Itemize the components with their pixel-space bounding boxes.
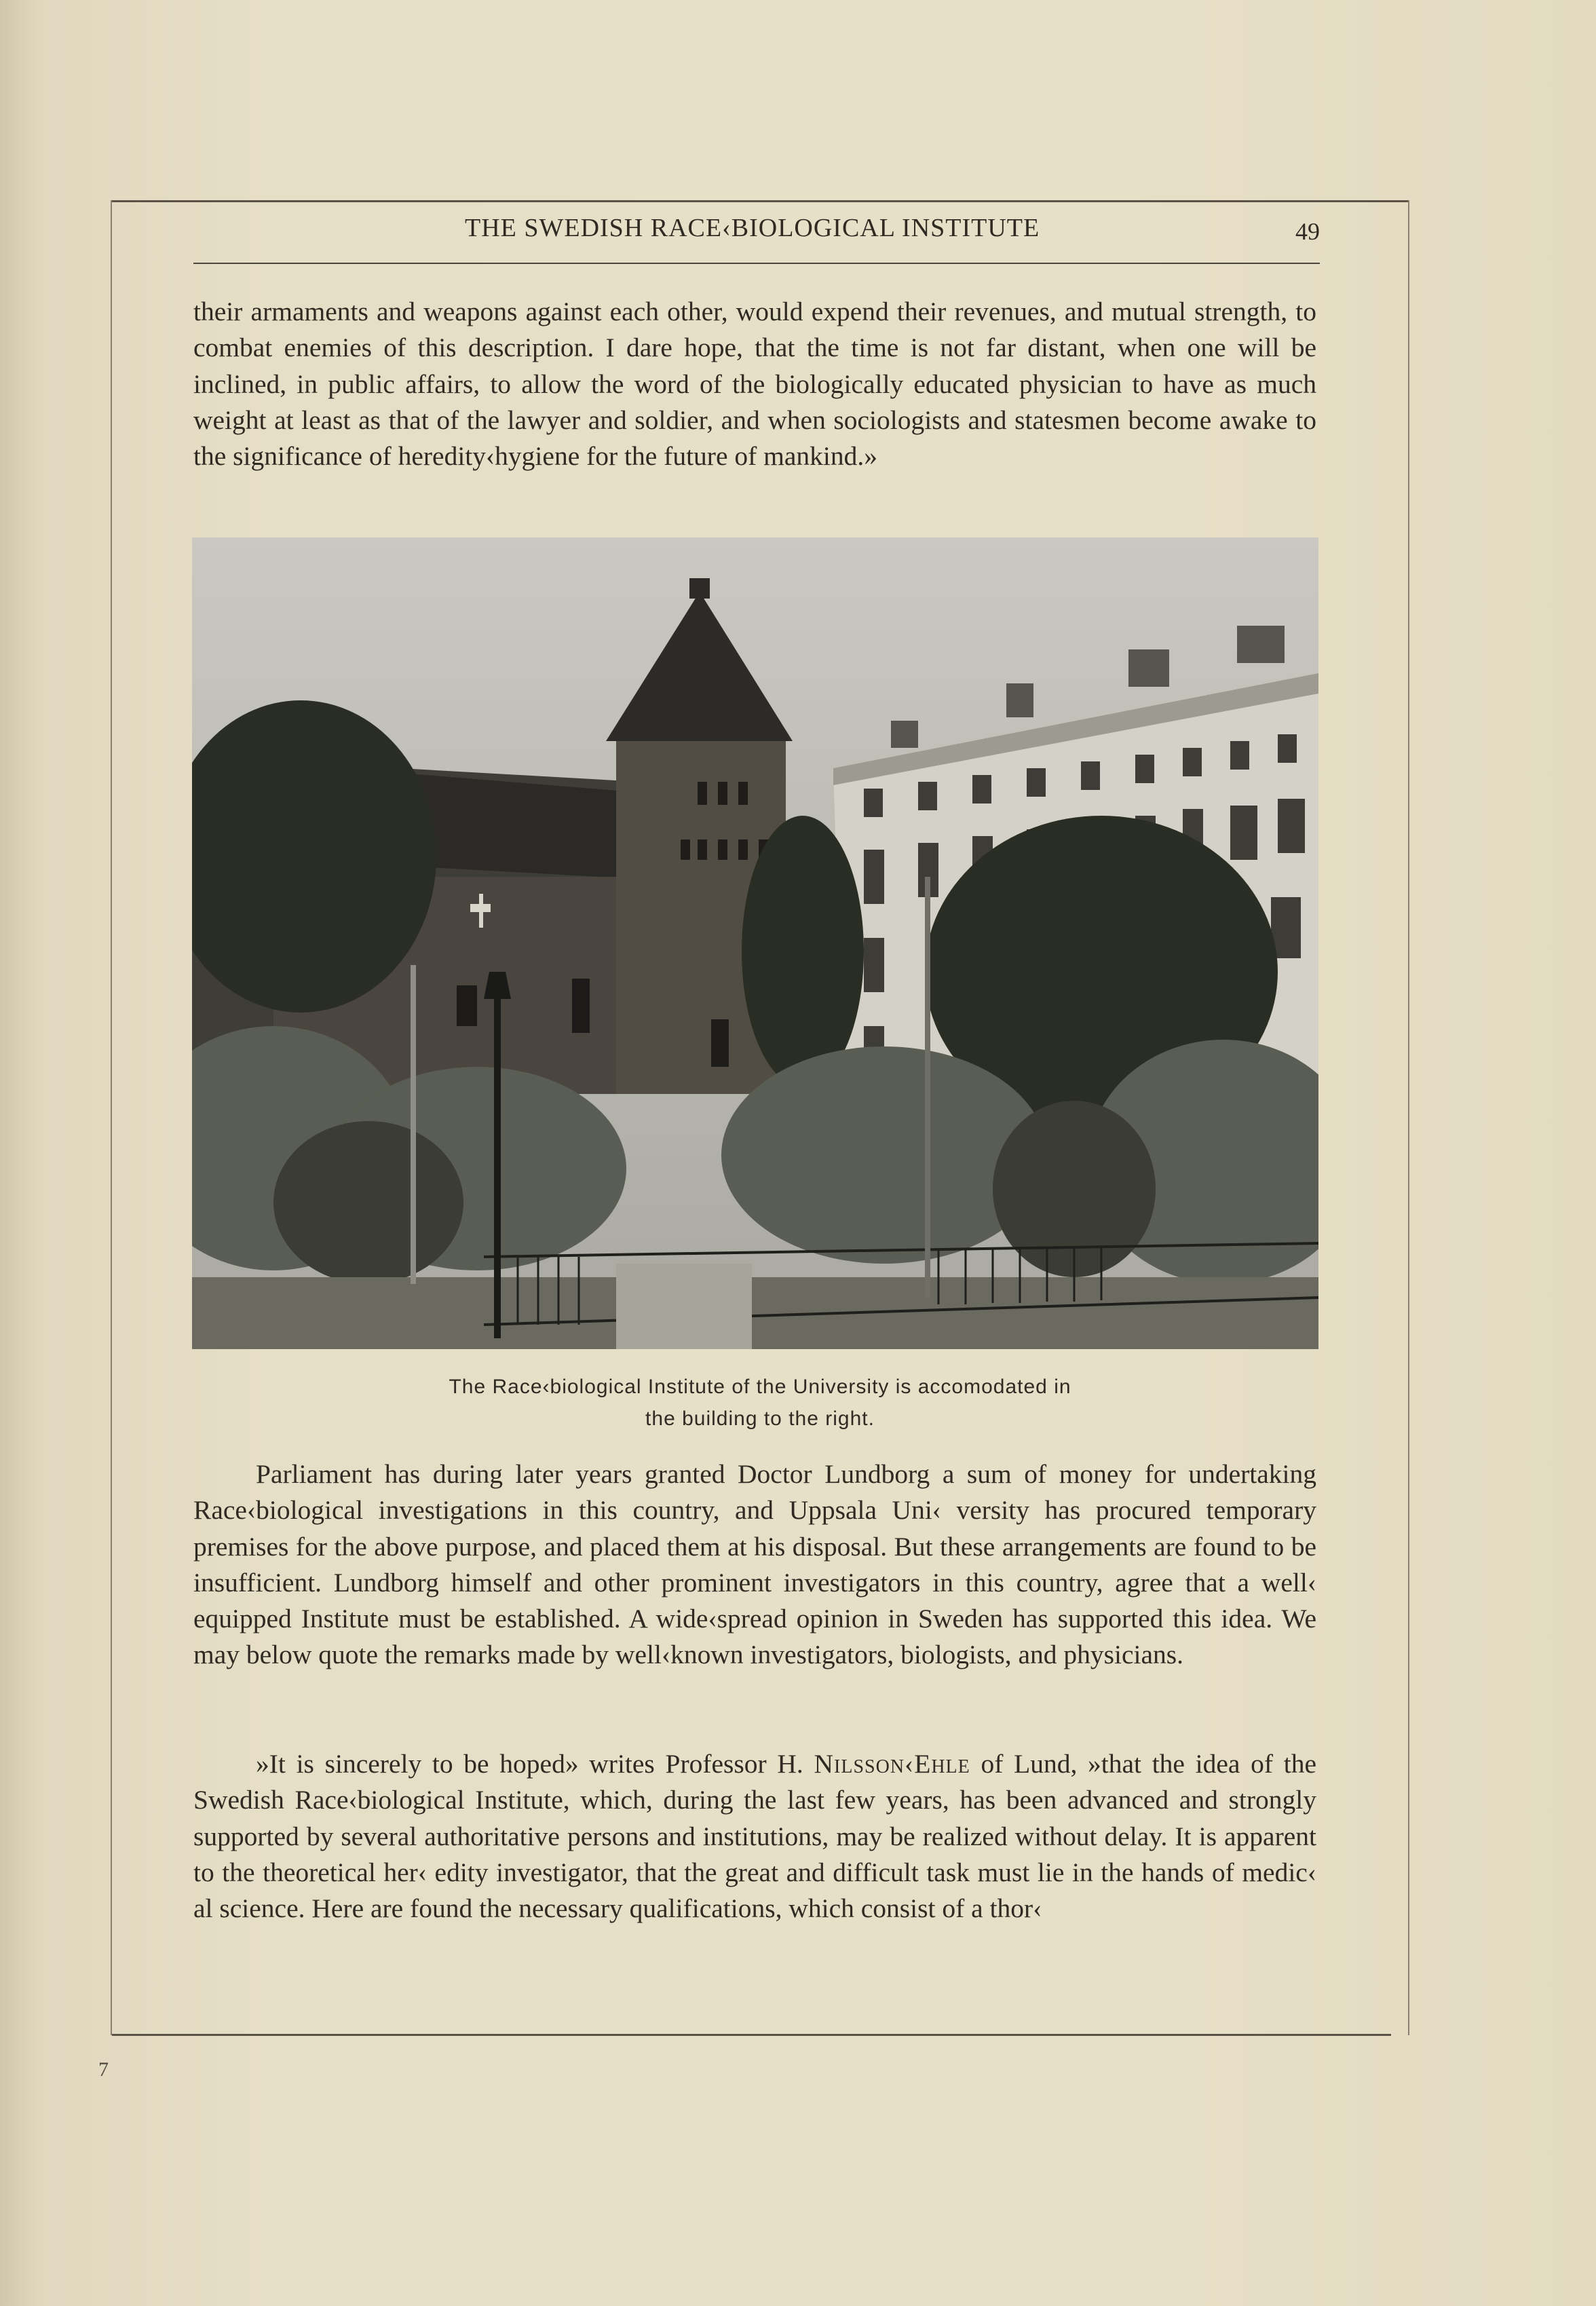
frame-top-rule xyxy=(112,200,1409,202)
figure-caption-line-2: the building to the right. xyxy=(645,1407,875,1430)
paragraph-2: Parliament has during later years granted Doctor Lundborg a sum of money for undertaking Race‹biological investigations in this country, and Uppsala Uni‹ versity has procured temporary premises for the above purpose, and placed them at his disposal. But these arrangements are found to be insufficient. Lundborg himself and other prominent investigators in this country, agree that a well‹ equipped Institute must be established. A wide‹spread opinion in Sweden has supported this idea. We may below quote the remarks made by well‹known investigators, biologists, and physicians. xyxy=(193,1459,1316,1670)
frame-bottom-rule xyxy=(112,2034,1391,2036)
paragraph-1: their armaments and weapons against each other, would expend their revenues, and mutual strength, to combat enemies of this description. I dare hope, that the time is not far distant, when one will be inclined, in public affairs, to allow the word of the biologically educated physician to have as much weight at least as that of the lawyer and soldier, and when sociologists and statesmen become awake to the significance of heredity‹hygiene for the future of mankind.» xyxy=(193,297,1316,472)
page-number: 49 xyxy=(1295,218,1320,245)
running-head-title: THE SWEDISH RACE‹BIOLOGICAL INSTITUTE xyxy=(465,214,1040,242)
paragraph-3-lead: »It is sincerely to be hoped» writes Professor H. xyxy=(256,1749,814,1779)
paragraph-3-rest: of Lund, »that the idea of the Swedish Race‹biological Institute, which, during the last few years, has been advanced and strongly supported by several authoritative persons and institutions, may be realized without delay. It is apparent to the theoretical her‹ edity investigator, that the great and difficult task must lie in the hands of medic‹ al science. Here are found the necessary qualifications, which consist of a thor‹ xyxy=(193,1749,1316,1924)
figure-caption-line-1: The Race‹biological Institute of the University is accomodated in xyxy=(449,1376,1071,1398)
sheet-number: 7 xyxy=(98,2058,109,2081)
frame-left-rule xyxy=(111,200,112,2035)
paragraph-3 xyxy=(193,1746,1316,1927)
header-rule xyxy=(193,263,1320,264)
figure-caption xyxy=(353,1371,1167,1435)
building-photograph xyxy=(192,537,1318,1349)
frame-right-rule xyxy=(1408,200,1409,2035)
running-head xyxy=(193,213,1320,254)
building-photograph-illustration xyxy=(192,537,1318,1349)
paragraph-3-name: Nilsson‹Ehle xyxy=(814,1749,970,1779)
